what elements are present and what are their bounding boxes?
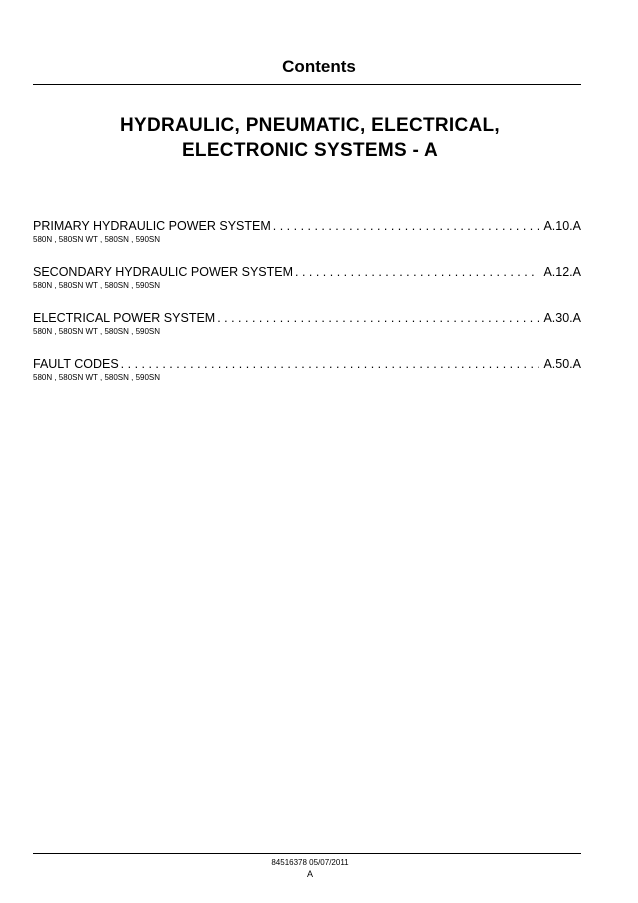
toc-entry-page[interactable]: A.50.A xyxy=(543,357,581,371)
section-title-line-1: HYDRAULIC, PNEUMATIC, ELECTRICAL, xyxy=(119,115,501,136)
page-title: Contents xyxy=(282,57,356,76)
footer-document-reference: 84516378 05/07/2011 xyxy=(271,858,349,867)
toc-entry-primary-hydraulic[interactable] xyxy=(33,218,581,264)
toc-entry-secondary-hydraulic[interactable] xyxy=(33,264,581,310)
toc-entry-electrical-power[interactable] xyxy=(33,310,581,356)
toc-leader-dots xyxy=(273,218,540,234)
footer-page-number: A xyxy=(306,869,313,879)
toc-entry-page[interactable]: A.12.A xyxy=(543,265,581,279)
toc-entry-page[interactable]: A.30.A xyxy=(543,311,581,325)
toc-leader-dots xyxy=(121,356,540,372)
toc-entry-models: 580N , 580SN WT , 580SN , 590SN xyxy=(33,373,161,382)
toc-leader-dots xyxy=(217,310,539,326)
section-title xyxy=(0,113,620,163)
section-title-line-2: ELECTRONIC SYSTEMS - A xyxy=(181,140,439,161)
toc-entry-models: 580N , 580SN WT , 580SN , 590SN xyxy=(33,281,161,290)
header-divider xyxy=(33,84,581,85)
toc-entry-label[interactable]: FAULT CODES xyxy=(33,357,119,371)
toc-entry-label[interactable]: ELECTRICAL POWER SYSTEM xyxy=(33,311,216,325)
table-of-contents xyxy=(33,218,581,402)
toc-entry-models: 580N , 580SN WT , 580SN , 590SN xyxy=(33,235,161,244)
footer-divider xyxy=(33,853,581,854)
toc-entry-page[interactable]: A.10.A xyxy=(543,219,581,233)
toc-leader-dots xyxy=(295,264,539,280)
toc-entry-fault-codes[interactable] xyxy=(33,356,581,402)
toc-entry-label[interactable]: PRIMARY HYDRAULIC POWER SYSTEM xyxy=(33,219,271,233)
toc-entry-models: 580N , 580SN WT , 580SN , 590SN xyxy=(33,327,161,336)
toc-entry-label[interactable]: SECONDARY HYDRAULIC POWER SYSTEM xyxy=(33,265,294,279)
